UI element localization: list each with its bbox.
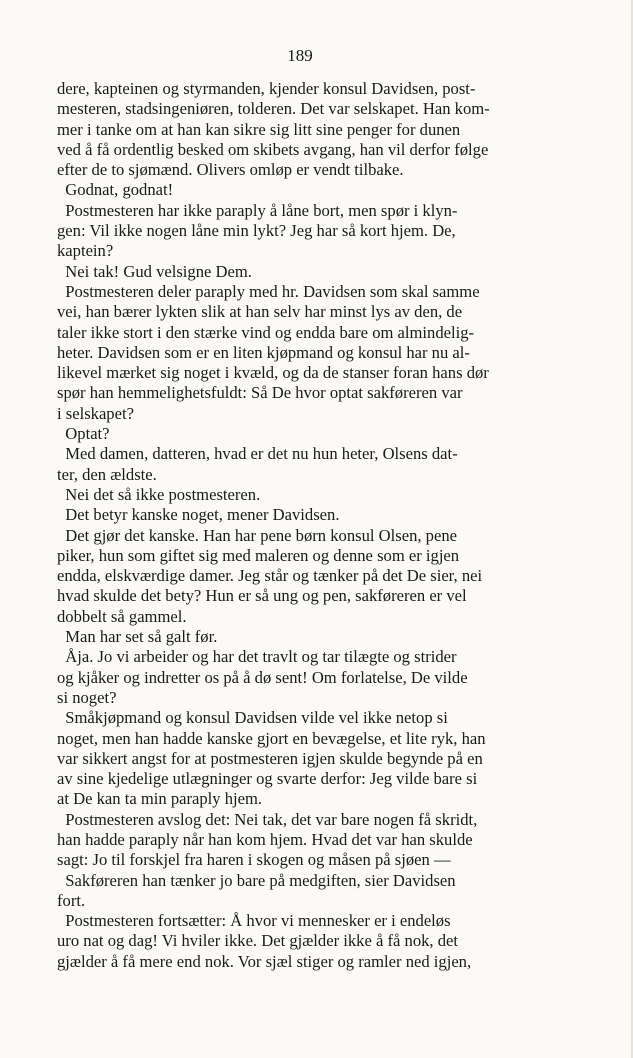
text-line: taler ikke stort i den stærke vind og endda bare om almindelig- (57, 322, 475, 342)
text-line: mesteren, stadsingeniøren, tolderen. Det var selskapet. Han kom- (57, 99, 490, 119)
text-line: spør han hemmelighetsfuldt: Så De hvor optat sakføreren var (57, 383, 463, 403)
text-line: Med damen, datteren, hvad er det nu hun heter, Olsens dat- (57, 444, 458, 464)
body-text (57, 79, 559, 972)
text-line: Sakføreren han tænker jo bare på medgiften, sier Davidsen (57, 870, 456, 890)
text-line: Man har set så galt før. (57, 627, 218, 647)
text-line: hvad skulde det bety? Hun er så ung og pen, sakføreren er vel (57, 586, 467, 606)
text-line: endda, elskværdige damer. Jeg står og tænker på det De sier, nei (57, 566, 483, 586)
text-line: Postmesteren fortsætter: Å hvor vi mennesker er i endeløs (57, 911, 451, 931)
text-line: var sikkert angst for at postmesteren igjen skulde begynde på en (57, 748, 483, 768)
text-line: mer i tanke om at han kan sikre sig litt sine penger for dunen (57, 119, 461, 139)
text-line: noget, men han hadde kanske gjort en bevægelse, et lite ryk, han (57, 728, 486, 748)
text-line: heter. Davidsen som er en liten kjøpmand og konsul har nu al- (57, 342, 470, 362)
text-line: Postmesteren avslog det: Nei tak, det var bare nogen få skridt, (57, 809, 478, 829)
text-line: efter de to sjømænd. Olivers omløp er vendt tilbake. (57, 160, 404, 180)
text-line: Det gjør det kanske. Han har pene børn konsul Olsen, pene (57, 525, 457, 545)
text-line: Nei tak! Gud velsigne Dem. (57, 261, 252, 281)
text-line: sagt: Jo til forskjel fra haren i skogen og måsen på sjøen — (57, 850, 451, 870)
text-line: Nei det så ikke postmesteren. (57, 484, 261, 504)
text-line: Småkjøpmand og konsul Davidsen vilde vel ikke netop si (57, 708, 448, 728)
text-line: Åja. Jo vi arbeider og har det travlt og tar tilægte og strider (57, 647, 457, 667)
text-line: likevel mærket sig noget i kvæld, og da de stanser foran hans dør (57, 363, 489, 383)
text-line: Det betyr kanske noget, mener Davidsen. (57, 505, 340, 525)
text-line: si noget? (57, 687, 117, 707)
text-line: av sine kjedelige utlægninger og svarte derfor: Jeg vilde bare si (57, 769, 478, 789)
text-line: Postmesteren har ikke paraply å låne bort, men spør i klyn- (57, 200, 458, 220)
text-line: kaptein? (57, 241, 114, 261)
text-line: Optat? (57, 424, 110, 444)
text-line: piker, hun som giftet sig med maleren og denne som er igjen (57, 545, 460, 565)
text-line: ter, den ældste. (57, 464, 157, 484)
text-line: gen: Vil ikke nogen låne min lykt? Jeg har så kort hjem. De, (57, 221, 456, 241)
text-line: gjælder å få mere end nok. Vor sjæl stiger og ramler ned igjen, (57, 951, 472, 971)
page-number: 189 (287, 46, 313, 65)
text-line: fort. (57, 890, 86, 910)
text-line: ved å få ordentlig besked om skibets avgang, han vil derfor følge (57, 139, 489, 159)
text-line: uro nat og dag! Vi hviler ikke. Det gjælder ikke å få nok, det (57, 931, 458, 951)
text-line: Postmesteren deler paraply med hr. Davidsen som skal samme (57, 281, 480, 301)
text-line: i selskapet? (57, 403, 134, 423)
text-line: dere, kapteinen og styrmanden, kjender konsul Davidsen, post- (57, 79, 476, 98)
text-line: han hadde paraply når han kom hjem. Hvad det var han skulde (57, 829, 473, 849)
text-line: dobbelt så gammel. (57, 606, 187, 626)
text-line: at De kan ta min paraply hjem. (57, 789, 263, 809)
text-line: vei, han bærer lykten slik at han selv har minst lys av den, de (57, 302, 463, 322)
text-line: Godnat, godnat! (57, 180, 174, 200)
text-line: og kjåker og indretter os på å dø sent! Om forlatelse, De vilde (57, 667, 468, 687)
